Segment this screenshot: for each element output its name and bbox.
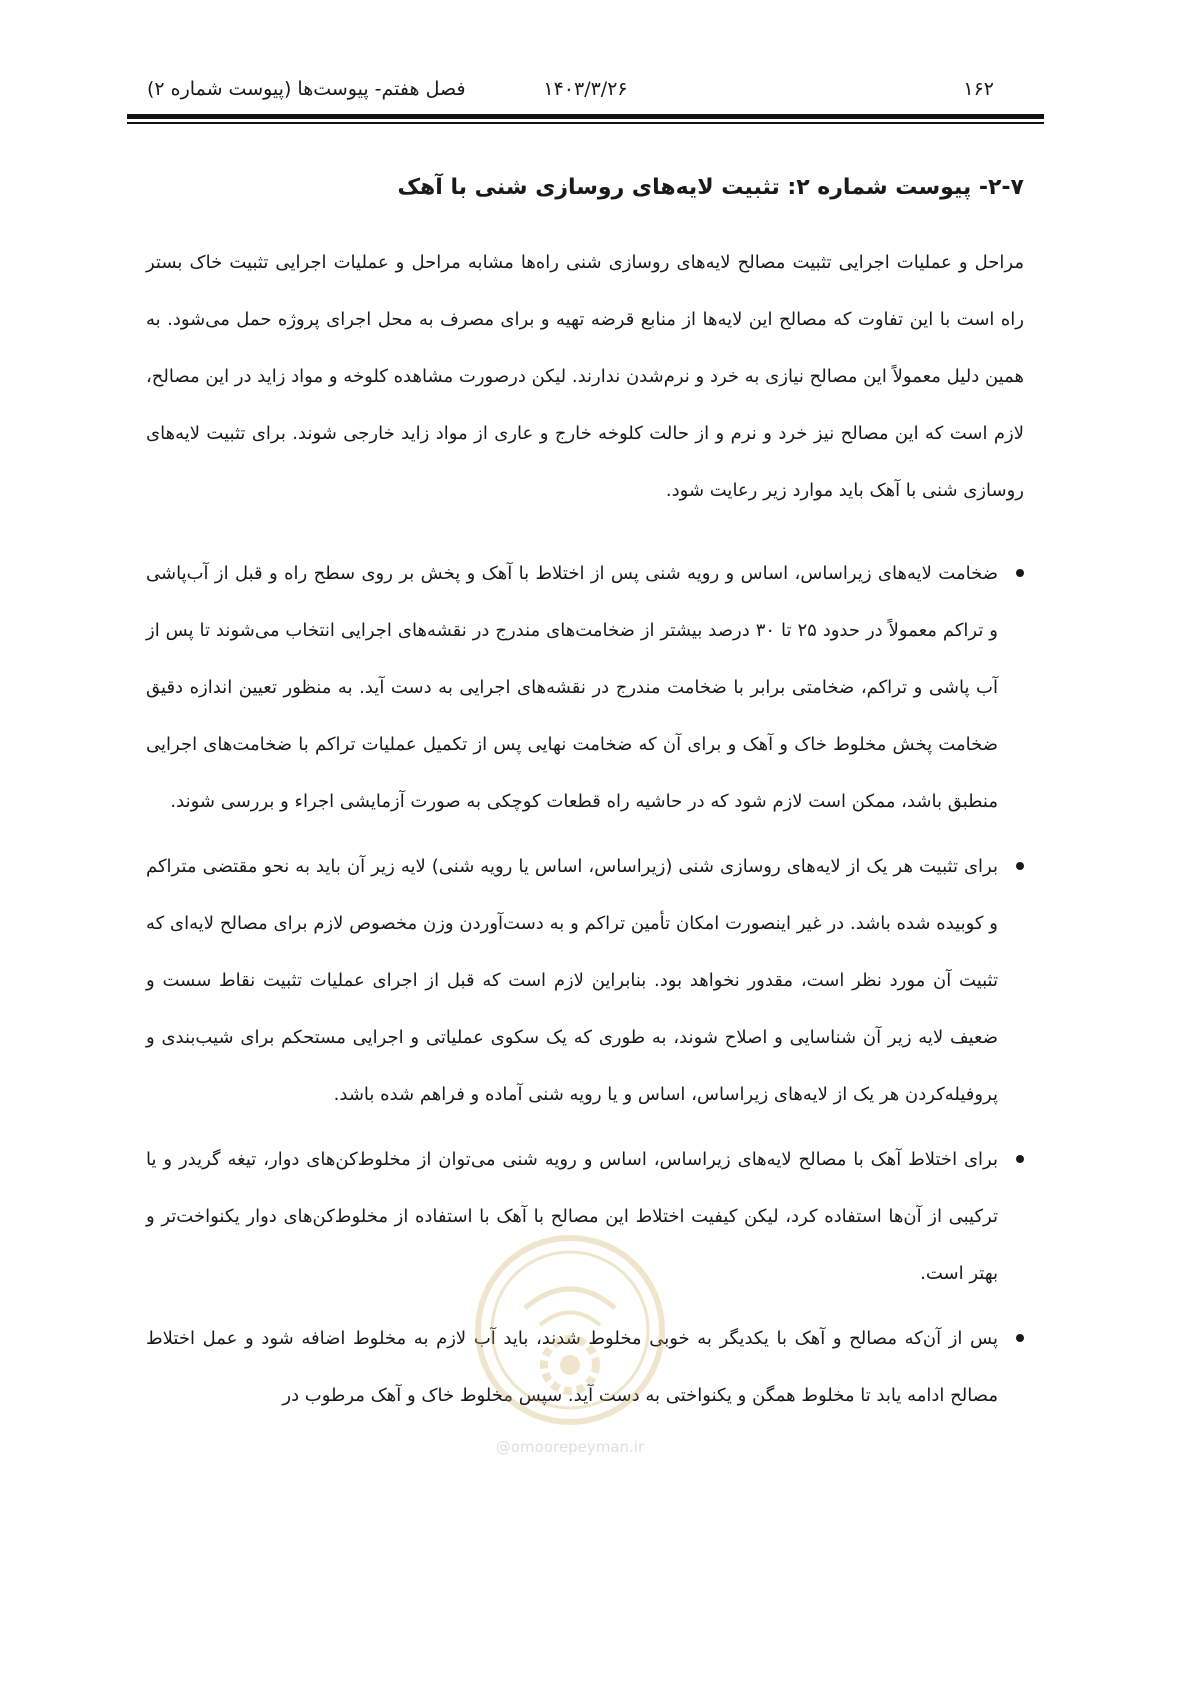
list-item — [146, 838, 1024, 1123]
list-item-text: برای اختلاط آهک با مصالح لایه‌های زیراساس، اساس و رویه شنی می‌توان از مخلوط‌کن‌های دوار، تیغه گریدر و یا ترکیبی از آن‌ها استفاده کرد، لیکن کیفیت اختلاط این مصالح با آهک با استفاده از مخلوط‌کن‌های دوار یکنواخت‌تر و بهتر است. — [146, 1149, 998, 1284]
section-title: ۲-۷- پیوست شماره ۲: تثبیت لایه‌های روسازی شنی با آهک — [397, 175, 1024, 200]
list-item-text: برای تثبیت هر یک از لایه‌های روسازی شنی (زیراساس، اساس یا رویه شنی) لایه زیر آن باید به نحو مقتضی متراکم و کوبیده شده باشد. در غیر اینصورت امکان تأمین تراکم و به دست‌آوردن وزن مخصوص لازم برای مصالح لایه‌ای که تثبیت آن مورد نظر است، مقدور نخواهد بود. بنابراین لازم است که قبل از اجرای عملیات تثبیت نقاط سست و ضعیف لایه زیر آن شناسایی و اصلاح شوند، به طوری که یک سکوی عملیاتی و اجرایی مستحکم برای شیب‌بندی و پروفیله‌کردن هر یک از لایه‌های زیراساس، اساس و یا رویه شنی آماده و فراهم شده باشد. — [146, 856, 998, 1105]
list-item — [146, 1131, 1024, 1302]
page-number: ۱۶۲ — [963, 78, 994, 100]
bullet-icon — [1016, 569, 1024, 577]
bullet-icon — [1016, 1155, 1024, 1163]
watermark-site: @omoorepeyman.ir — [495, 1438, 645, 1456]
header-rule-thick — [127, 114, 1044, 119]
page-content — [146, 160, 1024, 1432]
chapter-title: فصل هفتم- پیوست‌ها (پیوست شماره ۲) — [147, 78, 466, 100]
header-date: ۱۴۰۳/۳/۲۶ — [543, 78, 628, 100]
list-item — [146, 1310, 1024, 1424]
header-rule-thin — [127, 122, 1044, 124]
page-header — [127, 72, 1044, 112]
intro-paragraph: مراحل و عملیات اجرایی تثبیت مصالح لایه‌های روسازی شنی راه‌ها مشابه مراحل و عملیات اجرایی تثبیت خاک بستر راه است با این تفاوت که مصالح این لایه‌ها از منابع قرضه تهیه و برای مصرف به محل اجرای پروژه حمل می‌شود. به همین دلیل معمولاً این مصالح نیازی به خرد و نرم‌شدن ندارند. لیکن درصورت مشاهده کلوخه و مواد زاید در این مصالح، لازم است که این مصالح نیز خرد و نرم و از حالت کلوخه خارج و عاری از مواد زاید خارجی شوند. برای تثبیت لایه‌های روسازی شنی با آهک باید موارد زیر رعایت شود. — [146, 252, 1024, 501]
list-item-text: ضخامت لایه‌های زیراساس، اساس و رویه شنی پس از اختلاط با آهک و پخش بر روی سطح راه و قبل از آب‌پاشی و تراکم معمولاً در حدود ۲۵ تا ۳۰ درصد بیشتر از ضخامت‌های مندرج در نقشه‌های اجرایی انتخاب می‌شوند تا پس از آب پاشی و تراکم، ضخامتی برابر با ضخامت مندرج در نقشه‌های اجرایی به دست آید. به منظور تعیین اندازه دقیق ضخامت پخش مخلوط خاک و آهک و برای آن که ضخامت نهایی پس از تکمیل عملیات تراکم با ضخامت‌های اجرایی منطبق باشد، ممکن است لازم شود که در حاشیه راه قطعات کوچکی به صورت آزمایشی اجراء و بررسی شوند. — [146, 563, 998, 812]
list-item-text: پس از آن‌که مصالح و آهک با یکدیگر به خوبی مخلوط شدند، باید آب لازم به مخلوط اضافه شود و عمل اختلاط مصالح ادامه یابد تا مخلوط همگن و یکنواختی به دست آید. سپس مخلوط خاک و آهک مرطوب در — [146, 1328, 998, 1406]
list-item — [146, 545, 1024, 830]
bullet-icon — [1016, 862, 1024, 870]
bullet-icon — [1016, 1334, 1024, 1342]
bullet-list — [146, 545, 1024, 1424]
